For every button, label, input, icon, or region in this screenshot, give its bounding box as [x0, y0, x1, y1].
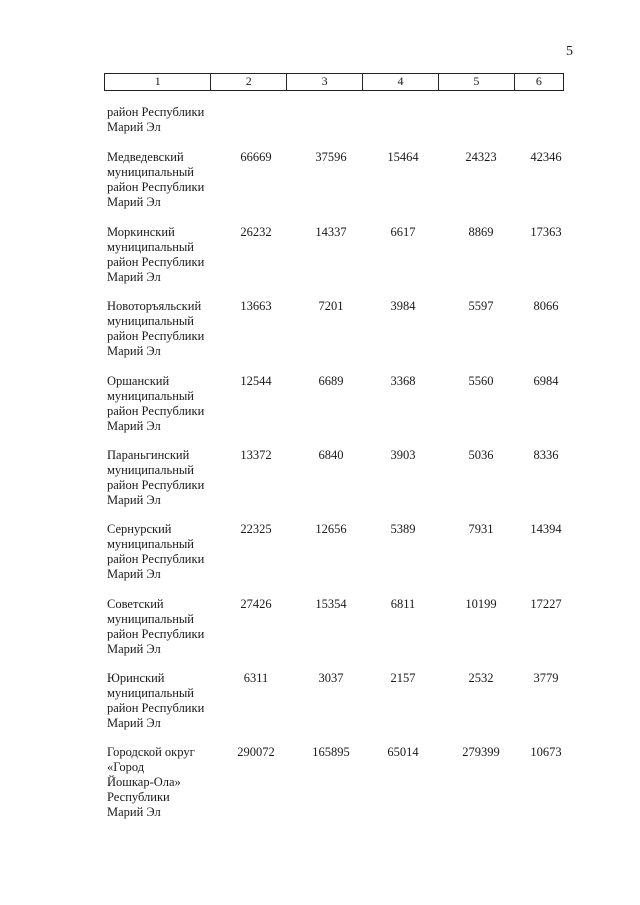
- cell-col2: 66669: [240, 150, 272, 164]
- cell-col4: 2157: [390, 671, 416, 685]
- cell-col3: 6689: [318, 374, 344, 388]
- cell-col2: 22325: [240, 522, 272, 536]
- cell-col3: 15354: [315, 597, 347, 611]
- cell-col6: 17227: [530, 597, 562, 611]
- page-number: 5: [566, 44, 573, 59]
- cell-col5: 10199: [465, 597, 497, 611]
- cell-col6: 8336: [533, 448, 559, 462]
- cell-col6: 14394: [530, 522, 562, 536]
- cell-col3: 14337: [315, 225, 347, 239]
- cell-col3: 3037: [318, 671, 344, 685]
- cell-col5: 7931: [468, 522, 494, 536]
- cell-col5: 5560: [468, 374, 494, 388]
- cell-col6: 3779: [533, 671, 559, 685]
- column-header-3: 3: [286, 74, 362, 90]
- cell-col2: 13372: [240, 448, 272, 462]
- row-name: Юринский муниципальный район Республики Марий Эл: [107, 671, 205, 730]
- column-header-2: 2: [210, 74, 286, 90]
- cell-col6: 42346: [530, 150, 562, 164]
- column-header-5: 5: [438, 74, 514, 90]
- cell-col3: 6840: [318, 448, 344, 462]
- cell-col4: 5389: [390, 522, 416, 536]
- row-name: Советский муниципальный район Республики Марий Эл: [107, 597, 205, 656]
- cell-col5: 8869: [468, 225, 494, 239]
- cell-col4: 6811: [390, 597, 416, 611]
- row-name: Сернурский муниципальный район Республики Марий Эл: [107, 522, 205, 581]
- cell-col4: 3903: [390, 448, 416, 462]
- cell-col5: 2532: [468, 671, 494, 685]
- cell-col2: 27426: [240, 597, 272, 611]
- cell-col4: 3368: [390, 374, 416, 388]
- column-header-6: 6: [514, 74, 564, 90]
- column-header-1: 1: [104, 74, 210, 90]
- cell-col3: 12656: [315, 522, 347, 536]
- row-name: Оршанский муниципальный район Республики Марий Эл: [107, 374, 205, 433]
- table-column-header-row: [104, 73, 564, 91]
- continuation-text: район Республики Марий Эл: [107, 105, 205, 134]
- cell-col4: 3984: [390, 299, 416, 313]
- cell-col6: 10673: [530, 745, 562, 759]
- row-name: Городской округ «Город Йошкар-Ола» Республики Марий Эл: [107, 745, 195, 819]
- cell-col3: 165895: [312, 745, 350, 759]
- column-header-4: 4: [362, 74, 438, 90]
- cell-col2: 26232: [240, 225, 272, 239]
- cell-col4: 65014: [387, 745, 419, 759]
- cell-col6: 17363: [530, 225, 562, 239]
- cell-col4: 15464: [387, 150, 419, 164]
- cell-col5: 5597: [468, 299, 494, 313]
- cell-col5: 279399: [462, 745, 500, 759]
- cell-col5: 24323: [465, 150, 497, 164]
- row-name: Новоторъяльский муниципальный район Республики Марий Эл: [107, 299, 205, 358]
- cell-col4: 6617: [390, 225, 416, 239]
- cell-col3: 37596: [315, 150, 347, 164]
- row-name: Параньгинский муниципальный район Республики Марий Эл: [107, 448, 205, 507]
- row-name: Моркинский муниципальный район Республики Марий Эл: [107, 225, 205, 284]
- cell-col5: 5036: [468, 448, 494, 462]
- row-name: Медведевский муниципальный район Республики Марий Эл: [107, 150, 205, 209]
- cell-col3: 7201: [318, 299, 344, 313]
- cell-col2: 13663: [240, 299, 272, 313]
- cell-col6: 6984: [533, 374, 559, 388]
- cell-col2: 290072: [237, 745, 275, 759]
- cell-col6: 8066: [533, 299, 559, 313]
- cell-col2: 6311: [243, 671, 269, 685]
- cell-col2: 12544: [240, 374, 272, 388]
